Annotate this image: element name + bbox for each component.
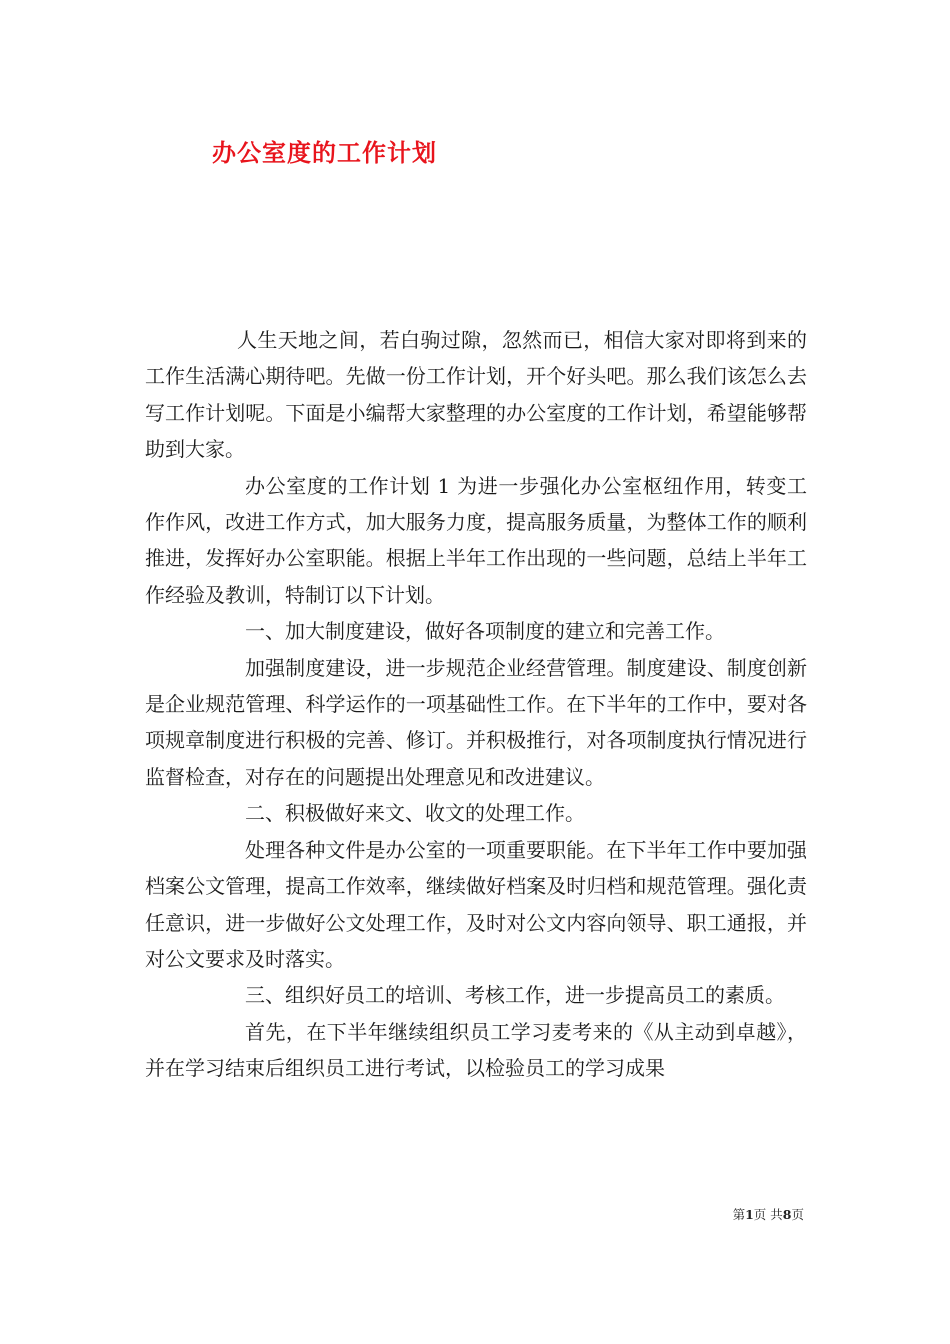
section-heading-1: 一、加大制度建设，做好各项制度的建立和完善工作。 bbox=[245, 619, 725, 644]
paragraph-section-1: 加强制度建设，进一步规范企业经营管理。制度建设、制度创新是企业规范管理、科学运作的一项基础性工作。在下半年的工作中，要对各项规章制度进行积极的完善、修订。并积极推行，对各项制度执行情况进行监督检查，对存在的问题提出处理意见和改进建议。 bbox=[145, 655, 807, 789]
paragraph-section-2: 处理各种文件是办公室的一项重要职能。在下半年工作中要加强档案公文管理，提高工作效率，继续做好档案及时归档和规范管理。强化责任意识，进一步做好公文处理工作，及时对公文内容向领导、职工通报，并对公文要求及时落实。 bbox=[145, 837, 807, 971]
paragraph-plan-1: 办公室度的工作计划 1 为进一步强化办公室枢纽作用，转变工作作风，改进工作方式，加大服务力度，提高服务质量，为整体工作的顺利推进，发挥好办公室职能。根据上半年工作出现的一些问题，总结上半年工作经验及教训，特制订以下计划。 bbox=[145, 473, 807, 607]
footer-suffix: 页 bbox=[791, 1207, 804, 1222]
paragraph-section-3: 首先，在下半年继续组织员工学习麦考来的《从主动到卓越》，并在学习结束后组织员工进行考试，以检验员工的学习成果 bbox=[145, 1019, 807, 1081]
document-body bbox=[145, 322, 807, 1087]
footer-total-pages: 8 bbox=[782, 1207, 792, 1222]
footer-current-page: 1 bbox=[745, 1207, 754, 1222]
footer-middle: 页 共 bbox=[753, 1207, 783, 1222]
section-heading-2: 二、积极做好来文、收文的处理工作。 bbox=[245, 801, 585, 826]
page-number-footer bbox=[733, 1205, 804, 1223]
footer-prefix: 第 bbox=[732, 1207, 746, 1222]
paragraph-intro: 人生天地之间，若白驹过隙，忽然而已，相信大家对即将到来的工作生活满心期待吧。先做一份工作计划，开个好头吧。那么我们该怎么去写工作计划呢。下面是小编帮大家整理的办公室度的工作计划，希望能够帮助到大家。 bbox=[145, 328, 807, 462]
document-title: 办公室度的工作计划 bbox=[212, 138, 437, 167]
section-heading-3: 三、组织好员工的培训、考核工作，进一步提高员工的素质。 bbox=[245, 983, 785, 1008]
